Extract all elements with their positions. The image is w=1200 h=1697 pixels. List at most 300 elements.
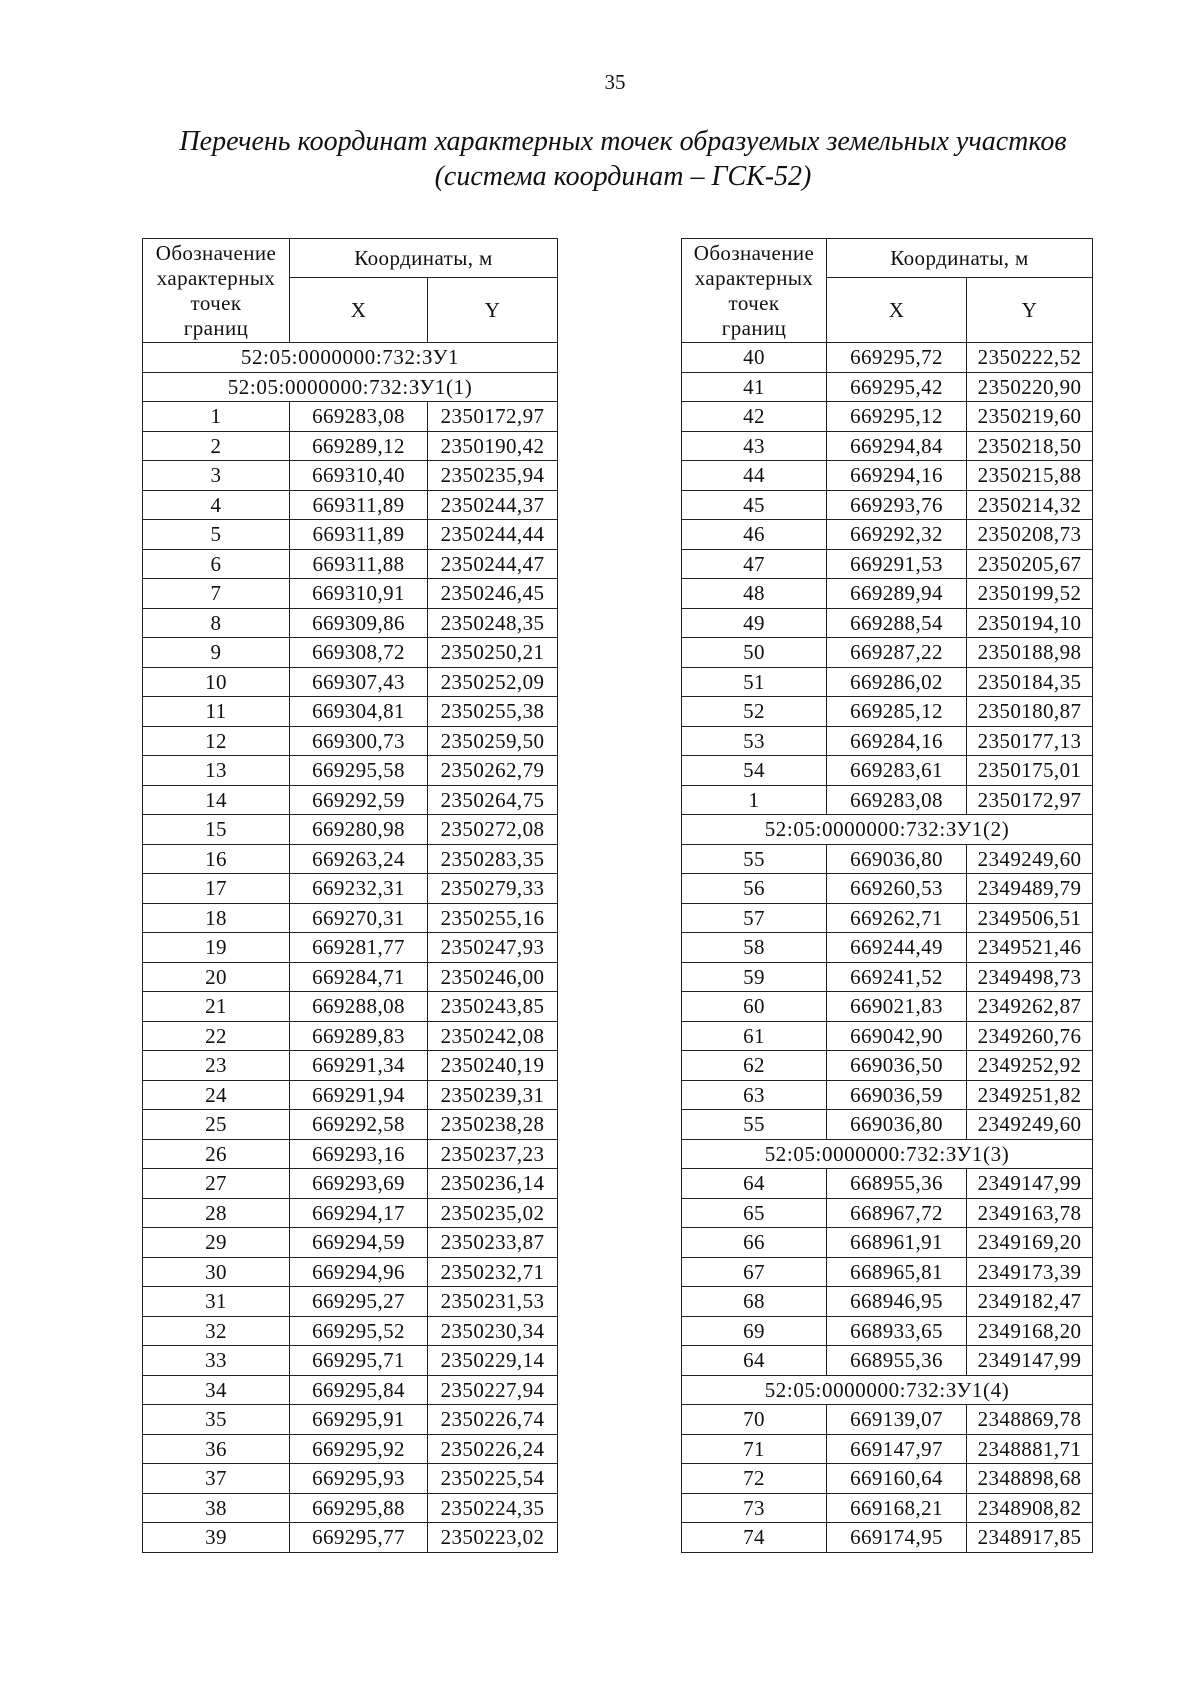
parcel-id: 52:05:0000000:732:ЗУ1(1) [143, 372, 558, 402]
y-coordinate: 2350215,88 [967, 461, 1093, 491]
point-number: 62 [682, 1051, 827, 1081]
x-coordinate: 669295,91 [290, 1405, 428, 1435]
table-row [682, 756, 1093, 786]
x-coordinate: 669294,17 [290, 1198, 428, 1228]
x-coordinate: 669295,72 [827, 343, 967, 373]
point-number: 55 [682, 844, 827, 874]
y-header: Y [428, 278, 558, 343]
x-coordinate: 669294,59 [290, 1228, 428, 1258]
y-coordinate: 2349249,60 [967, 1110, 1093, 1140]
y-coordinate: 2350231,53 [428, 1287, 558, 1317]
table-row [143, 874, 558, 904]
table-row [143, 697, 558, 727]
x-coordinate: 669310,91 [290, 579, 428, 609]
table-row [682, 1523, 1093, 1553]
table-row [682, 549, 1093, 579]
table-row [682, 1051, 1093, 1081]
point-number: 50 [682, 638, 827, 668]
point-number: 69 [682, 1316, 827, 1346]
point-number: 46 [682, 520, 827, 550]
parcel-group-row [143, 372, 558, 402]
point-number: 34 [143, 1375, 290, 1405]
point-number: 54 [682, 756, 827, 786]
point-number: 59 [682, 962, 827, 992]
y-coordinate: 2350259,50 [428, 726, 558, 756]
point-number: 4 [143, 490, 290, 520]
point-number: 26 [143, 1139, 290, 1169]
table-row [682, 1434, 1093, 1464]
x-coordinate: 669287,22 [827, 638, 967, 668]
x-coordinate: 669263,24 [290, 844, 428, 874]
y-coordinate: 2349262,87 [967, 992, 1093, 1022]
table-row [143, 638, 558, 668]
point-header-line: характерных [156, 265, 276, 290]
x-coordinate: 669311,89 [290, 490, 428, 520]
x-coordinate: 669288,08 [290, 992, 428, 1022]
table-row [682, 461, 1093, 491]
point-header-line: Обозначение [155, 240, 277, 265]
x-coordinate: 669293,69 [290, 1169, 428, 1199]
x-coordinate: 669292,32 [827, 520, 967, 550]
y-coordinate: 2350214,32 [967, 490, 1093, 520]
table-row [682, 372, 1093, 402]
x-coordinate: 669294,84 [827, 431, 967, 461]
table-row [682, 638, 1093, 668]
x-coordinate: 669042,90 [827, 1021, 967, 1051]
y-coordinate: 2349249,60 [967, 844, 1093, 874]
x-coordinate: 669295,84 [290, 1375, 428, 1405]
table-row [682, 874, 1093, 904]
x-coordinate: 669286,02 [827, 667, 967, 697]
point-header-line: границ [721, 315, 787, 340]
point-number: 19 [143, 933, 290, 963]
point-number: 24 [143, 1080, 290, 1110]
y-coordinate: 2350224,35 [428, 1493, 558, 1523]
x-coordinate: 669289,12 [290, 431, 428, 461]
table-row [682, 490, 1093, 520]
x-coordinate: 669308,72 [290, 638, 428, 668]
y-coordinate: 2350190,42 [428, 431, 558, 461]
x-coordinate: 668933,65 [827, 1316, 967, 1346]
point-number: 18 [143, 903, 290, 933]
point-number: 9 [143, 638, 290, 668]
x-coordinate: 668955,36 [827, 1346, 967, 1376]
x-coordinate: 669295,88 [290, 1493, 428, 1523]
point-number: 30 [143, 1257, 290, 1287]
point-header [682, 239, 827, 343]
table-row [143, 1139, 558, 1169]
x-coordinate: 669295,42 [827, 372, 967, 402]
table-row [143, 1257, 558, 1287]
point-number: 66 [682, 1228, 827, 1258]
table-row [682, 1228, 1093, 1258]
point-number: 7 [143, 579, 290, 609]
table-row [143, 962, 558, 992]
point-number: 14 [143, 785, 290, 815]
table-row [143, 461, 558, 491]
y-coordinate: 2350222,52 [967, 343, 1093, 373]
point-number: 10 [143, 667, 290, 697]
table-row [682, 1169, 1093, 1199]
table-row [143, 1405, 558, 1435]
y-coordinate: 2350244,47 [428, 549, 558, 579]
table-row [143, 726, 558, 756]
table-row [682, 1198, 1093, 1228]
y-coordinate: 2348917,85 [967, 1523, 1093, 1553]
x-coordinate: 669244,49 [827, 933, 967, 963]
table-row [682, 1110, 1093, 1140]
x-coordinate: 669174,95 [827, 1523, 967, 1553]
x-coordinate: 668967,72 [827, 1198, 967, 1228]
point-number: 55 [682, 1110, 827, 1140]
y-coordinate: 2350177,13 [967, 726, 1093, 756]
table-row [143, 903, 558, 933]
table-row [143, 815, 558, 845]
y-coordinate: 2350233,87 [428, 1228, 558, 1258]
table-row [682, 933, 1093, 963]
point-number: 65 [682, 1198, 827, 1228]
y-coordinate: 2350247,93 [428, 933, 558, 963]
table-row [682, 697, 1093, 727]
x-coordinate: 669300,73 [290, 726, 428, 756]
table-row [143, 756, 558, 786]
point-number: 13 [143, 756, 290, 786]
x-coordinate: 669283,08 [290, 402, 428, 432]
x-coordinate: 669292,58 [290, 1110, 428, 1140]
x-header: X [290, 278, 428, 343]
point-number: 8 [143, 608, 290, 638]
y-coordinate: 2350248,35 [428, 608, 558, 638]
y-coordinate: 2348881,71 [967, 1434, 1093, 1464]
y-coordinate: 2350237,23 [428, 1139, 558, 1169]
point-number: 73 [682, 1493, 827, 1523]
x-coordinate: 669289,83 [290, 1021, 428, 1051]
coordinates-table-left [142, 238, 558, 1553]
point-number: 58 [682, 933, 827, 963]
y-coordinate: 2349252,92 [967, 1051, 1093, 1081]
table-row [682, 962, 1093, 992]
y-coordinate: 2350225,54 [428, 1464, 558, 1494]
table-row [143, 579, 558, 609]
point-number: 47 [682, 549, 827, 579]
y-coordinate: 2350226,24 [428, 1434, 558, 1464]
parcel-id: 52:05:0000000:732:ЗУ1(4) [682, 1375, 1093, 1405]
title-line-1: Перечень координат характерных точек образуемых земельных участков [179, 126, 1067, 157]
y-coordinate: 2350218,50 [967, 431, 1093, 461]
point-number: 41 [682, 372, 827, 402]
point-number: 48 [682, 579, 827, 609]
x-coordinate: 669291,94 [290, 1080, 428, 1110]
point-number: 21 [143, 992, 290, 1022]
point-number: 28 [143, 1198, 290, 1228]
y-coordinate: 2350252,09 [428, 667, 558, 697]
point-number: 12 [143, 726, 290, 756]
y-coordinate: 2350240,19 [428, 1051, 558, 1081]
x-coordinate: 668961,91 [827, 1228, 967, 1258]
coords-header: Координаты, м [290, 239, 558, 278]
x-coordinate: 669289,94 [827, 579, 967, 609]
point-number: 39 [143, 1523, 290, 1553]
y-coordinate: 2348898,68 [967, 1464, 1093, 1494]
x-coordinate: 669232,31 [290, 874, 428, 904]
y-coordinate: 2350264,75 [428, 785, 558, 815]
table-row [682, 726, 1093, 756]
document-title [0, 124, 1200, 194]
point-number: 64 [682, 1169, 827, 1199]
table-row [682, 1316, 1093, 1346]
point-number: 31 [143, 1287, 290, 1317]
x-coordinate: 669310,40 [290, 461, 428, 491]
y-coordinate: 2350262,79 [428, 756, 558, 786]
coordinates-table-right [681, 238, 1093, 1553]
parcel-group-row [682, 1375, 1093, 1405]
point-header-line: Обозначение [693, 240, 815, 265]
y-coordinate: 2350223,02 [428, 1523, 558, 1553]
x-coordinate: 669295,27 [290, 1287, 428, 1317]
x-coordinate: 669294,16 [827, 461, 967, 491]
table-row [143, 1080, 558, 1110]
y-coordinate: 2350242,08 [428, 1021, 558, 1051]
point-number: 61 [682, 1021, 827, 1051]
point-number: 49 [682, 608, 827, 638]
point-header-line: характерных [694, 265, 814, 290]
point-number: 45 [682, 490, 827, 520]
point-number: 23 [143, 1051, 290, 1081]
point-number: 63 [682, 1080, 827, 1110]
table-row [682, 608, 1093, 638]
point-number: 70 [682, 1405, 827, 1435]
y-coordinate: 2350272,08 [428, 815, 558, 845]
table-row [143, 520, 558, 550]
point-number: 5 [143, 520, 290, 550]
x-coordinate: 669295,58 [290, 756, 428, 786]
x-coordinate: 669284,71 [290, 962, 428, 992]
x-coordinate: 669295,93 [290, 1464, 428, 1494]
table-row [143, 1523, 558, 1553]
y-coordinate: 2350184,35 [967, 667, 1093, 697]
y-coordinate: 2350255,38 [428, 697, 558, 727]
point-number: 1 [143, 402, 290, 432]
table-row [682, 667, 1093, 697]
y-coordinate: 2350236,14 [428, 1169, 558, 1199]
table-row [143, 1346, 558, 1376]
table-row [143, 1287, 558, 1317]
y-coordinate: 2349182,47 [967, 1287, 1093, 1317]
page-number: 35 [604, 70, 626, 94]
y-coordinate: 2350246,00 [428, 962, 558, 992]
x-coordinate: 669139,07 [827, 1405, 967, 1435]
x-coordinate: 669036,59 [827, 1080, 967, 1110]
table-row [682, 1405, 1093, 1435]
y-coordinate: 2349498,73 [967, 962, 1093, 992]
parcel-group-row [682, 815, 1093, 845]
point-number: 16 [143, 844, 290, 874]
y-coordinate: 2349489,79 [967, 874, 1093, 904]
y-coordinate: 2350238,28 [428, 1110, 558, 1140]
point-number: 3 [143, 461, 290, 491]
point-number: 25 [143, 1110, 290, 1140]
y-coordinate: 2350226,74 [428, 1405, 558, 1435]
point-number: 2 [143, 431, 290, 461]
x-coordinate: 669304,81 [290, 697, 428, 727]
y-coordinate: 2349147,99 [967, 1169, 1093, 1199]
x-coordinate: 669283,61 [827, 756, 967, 786]
y-coordinate: 2350244,37 [428, 490, 558, 520]
x-coordinate: 669168,21 [827, 1493, 967, 1523]
y-coordinate: 2350229,14 [428, 1346, 558, 1376]
x-coordinate: 669291,34 [290, 1051, 428, 1081]
table-row [682, 785, 1093, 815]
table-row [143, 1464, 558, 1494]
x-coordinate: 669021,83 [827, 992, 967, 1022]
x-coordinate: 669288,54 [827, 608, 967, 638]
point-number: 60 [682, 992, 827, 1022]
table-row [143, 490, 558, 520]
table-row [682, 903, 1093, 933]
point-number: 32 [143, 1316, 290, 1346]
x-coordinate: 669283,08 [827, 785, 967, 815]
table-row [143, 844, 558, 874]
table-row [143, 1434, 558, 1464]
x-coordinate: 668955,36 [827, 1169, 967, 1199]
y-coordinate: 2350230,34 [428, 1316, 558, 1346]
point-number: 64 [682, 1346, 827, 1376]
x-coordinate: 669281,77 [290, 933, 428, 963]
y-header: Y [967, 278, 1093, 343]
point-number: 38 [143, 1493, 290, 1523]
table-row [143, 1169, 558, 1199]
y-coordinate: 2350172,97 [428, 402, 558, 432]
point-number: 57 [682, 903, 827, 933]
x-coordinate: 669293,16 [290, 1139, 428, 1169]
x-coordinate: 669293,76 [827, 490, 967, 520]
y-coordinate: 2348869,78 [967, 1405, 1093, 1435]
table-row [682, 1464, 1093, 1494]
point-number: 35 [143, 1405, 290, 1435]
parcel-id: 52:05:0000000:732:ЗУ1(3) [682, 1139, 1093, 1169]
point-header-line: точек [728, 290, 780, 315]
table-row [682, 343, 1093, 373]
point-number: 27 [143, 1169, 290, 1199]
table-row [682, 431, 1093, 461]
y-coordinate: 2349147,99 [967, 1346, 1093, 1376]
point-number: 43 [682, 431, 827, 461]
table-row [143, 402, 558, 432]
y-coordinate: 2349251,82 [967, 1080, 1093, 1110]
table-row [143, 1493, 558, 1523]
x-coordinate: 669262,71 [827, 903, 967, 933]
table-row [682, 1346, 1093, 1376]
x-coordinate: 669295,12 [827, 402, 967, 432]
y-coordinate: 2350243,85 [428, 992, 558, 1022]
x-coordinate: 668965,81 [827, 1257, 967, 1287]
point-number: 20 [143, 962, 290, 992]
y-coordinate: 2350235,94 [428, 461, 558, 491]
y-coordinate: 2350208,73 [967, 520, 1093, 550]
x-coordinate: 669036,80 [827, 1110, 967, 1140]
x-coordinate: 669036,80 [827, 844, 967, 874]
point-number: 6 [143, 549, 290, 579]
y-coordinate: 2349506,51 [967, 903, 1093, 933]
table-row [143, 1316, 558, 1346]
x-coordinate: 669309,86 [290, 608, 428, 638]
point-number: 1 [682, 785, 827, 815]
table-row [682, 1493, 1093, 1523]
y-coordinate: 2350175,01 [967, 756, 1093, 786]
x-coordinate: 669280,98 [290, 815, 428, 845]
table-row [143, 1110, 558, 1140]
point-number: 36 [143, 1434, 290, 1464]
y-coordinate: 2350244,44 [428, 520, 558, 550]
table-row [143, 933, 558, 963]
table-row [682, 844, 1093, 874]
y-coordinate: 2350279,33 [428, 874, 558, 904]
y-coordinate: 2350255,16 [428, 903, 558, 933]
x-coordinate: 669260,53 [827, 874, 967, 904]
x-coordinate: 669241,52 [827, 962, 967, 992]
y-coordinate: 2349168,20 [967, 1316, 1093, 1346]
table-row [143, 785, 558, 815]
table-row [143, 549, 558, 579]
y-coordinate: 2350283,35 [428, 844, 558, 874]
y-coordinate: 2350172,97 [967, 785, 1093, 815]
table-row [682, 579, 1093, 609]
table-row [682, 1021, 1093, 1051]
point-number: 29 [143, 1228, 290, 1258]
x-coordinate: 669291,53 [827, 549, 967, 579]
y-coordinate: 2349169,20 [967, 1228, 1093, 1258]
table-row [143, 1375, 558, 1405]
x-coordinate: 669284,16 [827, 726, 967, 756]
y-coordinate: 2350235,02 [428, 1198, 558, 1228]
point-number: 42 [682, 402, 827, 432]
y-coordinate: 2349521,46 [967, 933, 1093, 963]
x-coordinate: 669295,77 [290, 1523, 428, 1553]
y-coordinate: 2350205,67 [967, 549, 1093, 579]
table-row [143, 1198, 558, 1228]
table-row [143, 431, 558, 461]
y-coordinate: 2350188,98 [967, 638, 1093, 668]
point-number: 33 [143, 1346, 290, 1376]
table-row [682, 402, 1093, 432]
x-header: X [827, 278, 967, 343]
table-row [143, 667, 558, 697]
table-row [143, 1228, 558, 1258]
point-number: 11 [143, 697, 290, 727]
point-number: 71 [682, 1434, 827, 1464]
point-number: 67 [682, 1257, 827, 1287]
y-coordinate: 2349173,39 [967, 1257, 1093, 1287]
point-number: 53 [682, 726, 827, 756]
y-coordinate: 2350219,60 [967, 402, 1093, 432]
parcel-group-row [143, 343, 558, 373]
table-row [682, 1257, 1093, 1287]
table-row [143, 1021, 558, 1051]
point-number: 74 [682, 1523, 827, 1553]
y-coordinate: 2349163,78 [967, 1198, 1093, 1228]
title-line-2: (система координат – ГСК-52) [434, 161, 812, 192]
y-coordinate: 2350227,94 [428, 1375, 558, 1405]
table-row [682, 992, 1093, 1022]
parcel-id: 52:05:0000000:732:ЗУ1 [143, 343, 558, 373]
coords-header: Координаты, м [827, 239, 1093, 278]
x-coordinate: 669311,88 [290, 549, 428, 579]
point-number: 40 [682, 343, 827, 373]
point-number: 15 [143, 815, 290, 845]
table-row [682, 520, 1093, 550]
table-row [143, 992, 558, 1022]
x-coordinate: 669292,59 [290, 785, 428, 815]
